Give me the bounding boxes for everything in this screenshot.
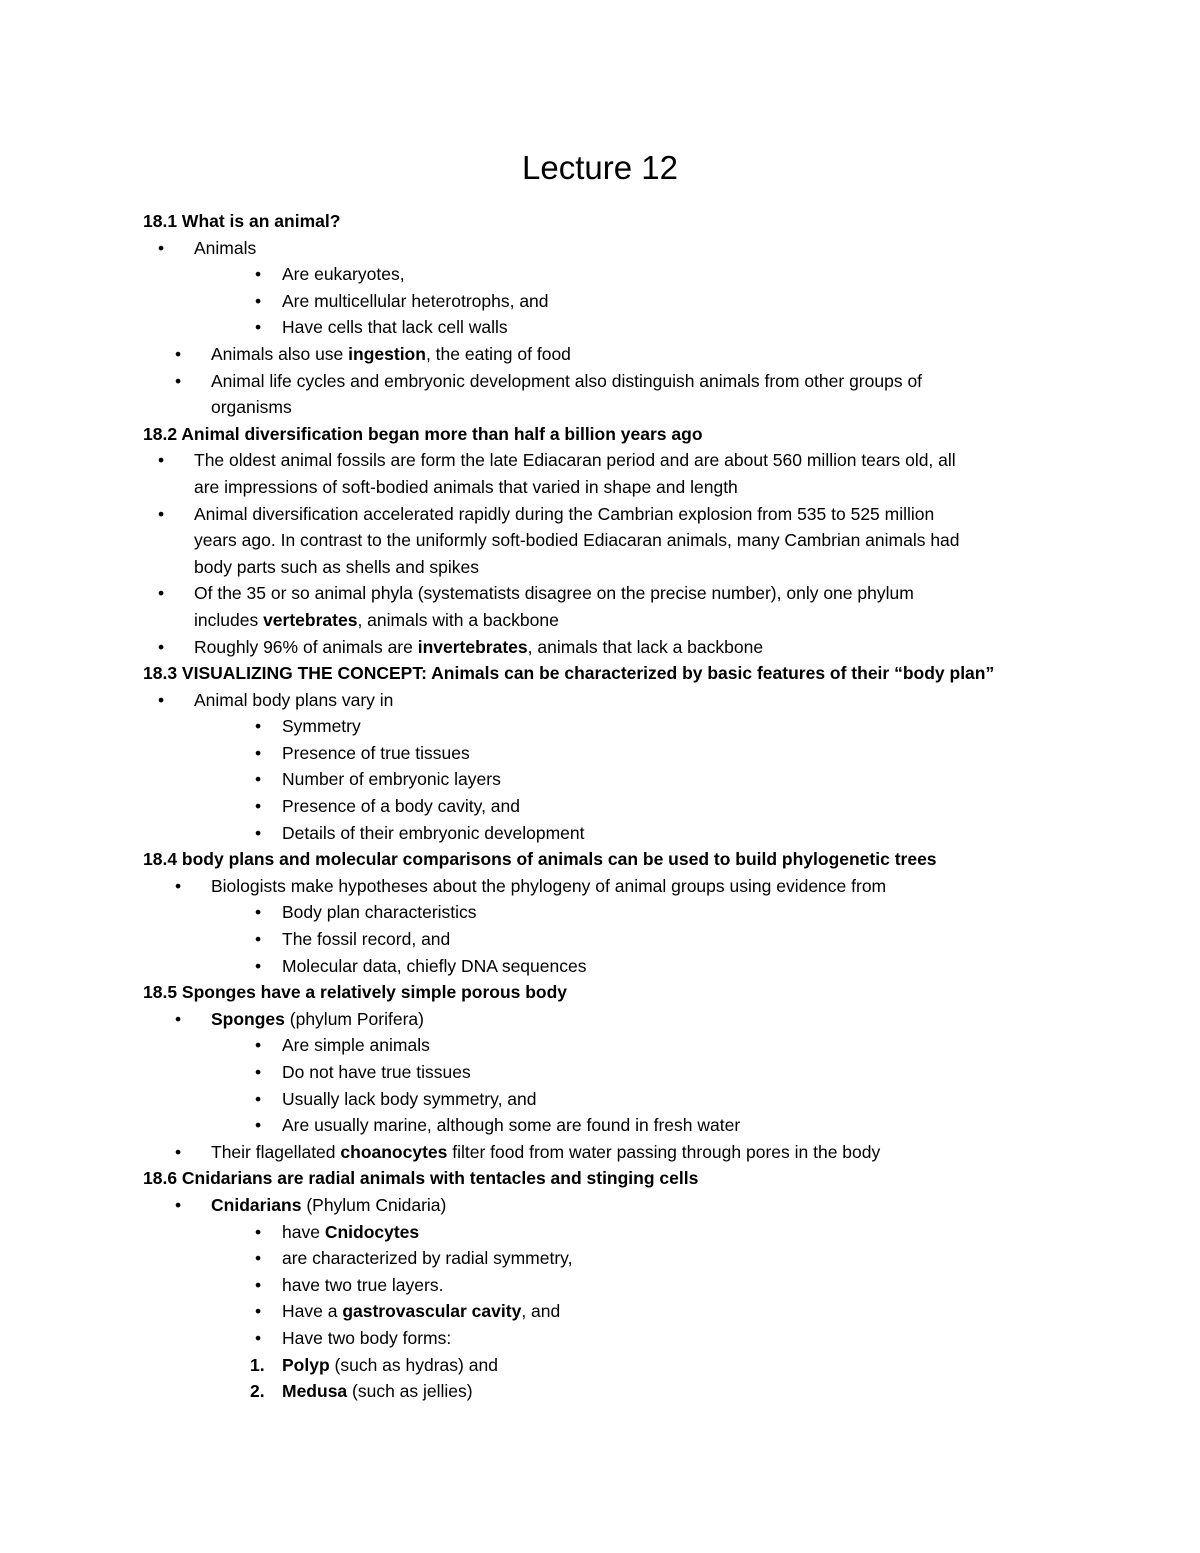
text-run: organisms — [211, 397, 292, 418]
text-run: Animals also use — [211, 343, 349, 364]
list-item — [0, 314, 1200, 341]
key-term: Cnidocytes — [324, 1221, 420, 1242]
section-heading: 18.2 Animal diversification began more than half a billion years ago — [143, 423, 703, 444]
text-run: Their flagellated — [211, 1141, 341, 1162]
text-run: have two true layers. — [282, 1274, 444, 1295]
list-item-text — [282, 1112, 740, 1139]
list-item-text — [211, 1192, 446, 1219]
list-item — [0, 341, 1200, 368]
bullet-icon: • — [175, 1141, 182, 1162]
list-item-text — [282, 1245, 572, 1272]
text-run: Animal life cycles and embryonic development also distinguish animals from other groups of — [211, 370, 923, 391]
bullet-icon: • — [158, 689, 165, 710]
list-item-text — [194, 634, 763, 661]
text-run: , and — [521, 1301, 561, 1322]
list-item-text — [282, 1059, 471, 1086]
bullet-icon: • — [175, 1008, 182, 1029]
key-term: ingestion — [348, 343, 426, 364]
text-run: are characterized by radial symmetry, — [282, 1248, 573, 1269]
list-item-text — [211, 341, 571, 368]
list-item — [0, 793, 1200, 820]
key-term: Cnidarians — [211, 1194, 302, 1215]
bullet-icon: • — [255, 1327, 262, 1348]
list-item-text — [194, 235, 256, 262]
list-number: 2. — [250, 1381, 265, 1402]
bullet-icon: • — [255, 716, 262, 737]
key-term: choanocytes — [340, 1141, 448, 1162]
list-item-text — [194, 527, 960, 554]
bullet-icon: • — [255, 742, 262, 763]
section-heading: 18.1 What is an animal? — [143, 211, 341, 231]
list-item — [0, 580, 1200, 607]
list-item-text — [282, 1378, 473, 1405]
list-item — [0, 820, 1200, 847]
list-item-text — [282, 793, 520, 820]
list-item-text — [282, 713, 361, 740]
bullet-icon: • — [255, 1088, 262, 1109]
list-item-text — [282, 314, 508, 341]
list-item — [0, 1086, 1200, 1113]
list-item — [0, 235, 1200, 262]
text-run: body parts such as shells and spikes — [194, 556, 480, 577]
text-run: The fossil record, and — [282, 929, 451, 950]
bullet-icon: • — [158, 583, 165, 604]
list-item — [0, 1325, 1200, 1352]
text-run: Are simple animals — [282, 1035, 430, 1056]
list-item — [0, 1298, 1200, 1325]
text-run: , animals that lack a backbone — [527, 636, 764, 657]
bullet-icon: • — [158, 636, 165, 657]
bullet-icon: • — [255, 1301, 262, 1322]
list-item — [0, 873, 1200, 900]
text-run: , animals with a backbone — [357, 609, 559, 630]
list-item — [0, 1272, 1200, 1299]
text-run: (such as hydras) and — [329, 1354, 498, 1375]
text-run: Of the 35 or so animal phyla (systematists disagree on the precise number), only one phylum — [194, 583, 914, 604]
bullet-icon: • — [255, 317, 262, 338]
list-item-continuation — [0, 394, 1200, 421]
text-run: Body plan characteristics — [282, 902, 477, 923]
key-term: gastrovascular cavity — [342, 1301, 522, 1322]
list-item-text — [282, 953, 586, 980]
bullet-icon: • — [175, 370, 182, 391]
text-run: Are usually marine, although some are found in fresh water — [282, 1115, 741, 1136]
text-run: Have two body forms: — [282, 1327, 452, 1348]
list-item-text — [194, 447, 956, 474]
text-run: Presence of a body cavity, and — [282, 796, 521, 817]
key-term: Medusa — [282, 1381, 348, 1402]
bullet-icon: • — [255, 1274, 262, 1295]
bullet-icon: • — [158, 237, 165, 258]
list-item — [0, 288, 1200, 315]
text-run: Biologists make hypotheses about the phylogeny of animal groups using evidence from — [211, 875, 887, 896]
text-run: Are eukaryotes, — [282, 264, 405, 285]
text-run: Presence of true tissues — [282, 742, 470, 763]
text-run: Symmetry — [282, 716, 361, 737]
section-heading: 18.4 body plans and molecular comparisons of animals can be used to build phylogenetic trees — [143, 849, 937, 870]
bullet-icon: • — [255, 902, 262, 923]
list-item — [0, 1192, 1200, 1219]
text-run: Animal diversification accelerated rapidly during the Cambrian explosion from 535 to 525 million — [194, 503, 935, 524]
list-item-text — [282, 1219, 419, 1246]
list-item — [0, 1378, 1200, 1405]
text-run: Usually lack body symmetry, and — [282, 1088, 537, 1109]
key-term: vertebrates — [263, 609, 358, 630]
text-run: Animals — [194, 237, 257, 258]
text-run: Do not have true tissues — [282, 1062, 471, 1082]
bullet-icon: • — [175, 1194, 182, 1215]
list-item — [0, 368, 1200, 395]
bullet-icon: • — [255, 1062, 262, 1082]
key-term: invertebrates — [417, 636, 528, 657]
list-item — [0, 740, 1200, 767]
list-item — [0, 713, 1200, 740]
section-heading: 18.6 Cnidarians are radial animals with tentacles and stinging cells — [143, 1168, 699, 1189]
list-item-text — [194, 554, 479, 581]
text-run: (such as jellies) — [347, 1381, 473, 1402]
list-number: 1. — [250, 1354, 265, 1375]
list-item-continuation — [0, 554, 1200, 581]
bullet-icon: • — [255, 1248, 262, 1269]
list-item — [0, 926, 1200, 953]
list-item-text — [211, 368, 922, 395]
text-run: (phylum Porifera) — [284, 1008, 424, 1029]
list-item-continuation — [0, 474, 1200, 501]
bullet-icon: • — [255, 796, 262, 817]
list-item — [0, 1006, 1200, 1033]
text-run: Animal body plans vary in — [194, 689, 394, 710]
list-item-text — [194, 474, 738, 501]
text-run: includes — [194, 609, 264, 630]
list-item-text — [282, 261, 405, 288]
text-run: Have cells that lack cell walls — [282, 317, 508, 338]
bullet-icon: • — [255, 822, 262, 843]
bullet-icon: • — [255, 1115, 262, 1136]
bullet-icon: • — [255, 769, 262, 790]
list-item — [0, 899, 1200, 926]
list-item-text — [282, 740, 470, 767]
list-item-text — [282, 1352, 498, 1379]
bullet-icon: • — [158, 450, 165, 471]
list-item — [0, 1219, 1200, 1246]
text-run: Details of their embryonic development — [282, 822, 585, 843]
list-item-text — [194, 687, 393, 714]
list-item-text — [282, 1325, 451, 1352]
text-run: Molecular data, chiefly DNA sequences — [282, 955, 587, 976]
list-item — [0, 1032, 1200, 1059]
bullet-icon: • — [255, 1221, 262, 1242]
list-item-text — [211, 1006, 424, 1033]
list-item — [0, 766, 1200, 793]
list-item-text — [282, 1272, 443, 1299]
list-item — [0, 261, 1200, 288]
list-item-text — [194, 580, 914, 607]
list-item-text — [211, 1139, 880, 1166]
section-heading: 18.5 Sponges have a relatively simple porous body — [143, 982, 568, 1003]
list-item — [0, 1059, 1200, 1086]
lecture-notes — [0, 208, 1200, 1405]
text-run: The oldest animal fossils are form the late Ediacaran period and are about 560 million tears old, all — [194, 450, 956, 471]
key-term: Sponges — [211, 1008, 285, 1029]
text-run: (Phylum Cnidaria) — [301, 1194, 447, 1215]
list-item — [0, 1139, 1200, 1166]
list-item — [0, 634, 1200, 661]
list-item — [0, 501, 1200, 528]
list-item-text — [282, 1086, 537, 1113]
text-run: are impressions of soft-bodied animals that varied in shape and length — [194, 476, 738, 497]
bullet-icon: • — [255, 290, 262, 311]
list-item-text — [194, 501, 934, 528]
list-item-text — [211, 394, 292, 421]
bullet-icon: • — [255, 1035, 262, 1056]
list-item — [0, 1245, 1200, 1272]
list-item-text — [282, 926, 450, 953]
bullet-icon: • — [175, 875, 182, 896]
list-item-text — [282, 288, 549, 315]
text-run: Have a — [282, 1301, 343, 1322]
bullet-icon: • — [175, 343, 182, 364]
text-run: years ago. In contrast to the uniformly soft-bodied Ediacaran animals, many Cambrian animals had — [194, 530, 960, 551]
list-item — [0, 1352, 1200, 1379]
list-item-text — [282, 899, 477, 926]
bullet-icon: • — [255, 955, 262, 976]
list-item — [0, 447, 1200, 474]
bullet-icon: • — [158, 503, 165, 524]
list-item-text — [211, 873, 886, 900]
list-item-continuation — [0, 607, 1200, 634]
key-term: Polyp — [282, 1354, 330, 1375]
section-heading: 18.3 VISUALIZING THE CONCEPT: Animals can be characterized by basic features of their “body plan” — [143, 663, 995, 684]
list-item-text — [282, 1032, 430, 1059]
list-item — [0, 953, 1200, 980]
page-title: Lecture 12 — [522, 149, 678, 186]
text-run: filter food from water passing through pores in the body — [447, 1141, 881, 1162]
text-run: Are multicellular heterotrophs, and — [282, 290, 549, 311]
list-item-text — [194, 607, 559, 634]
list-item-text — [282, 766, 501, 793]
list-item-continuation — [0, 527, 1200, 554]
list-item-text — [282, 820, 585, 847]
bullet-icon: • — [255, 929, 262, 950]
list-item — [0, 1112, 1200, 1139]
list-item — [0, 687, 1200, 714]
text-run: Number of embryonic layers — [282, 769, 501, 790]
text-run: , the eating of food — [425, 343, 571, 364]
text-run: Roughly 96% of animals are — [194, 636, 418, 657]
bullet-icon: • — [255, 264, 262, 285]
list-item-text — [282, 1298, 560, 1325]
text-run: have — [282, 1221, 325, 1242]
